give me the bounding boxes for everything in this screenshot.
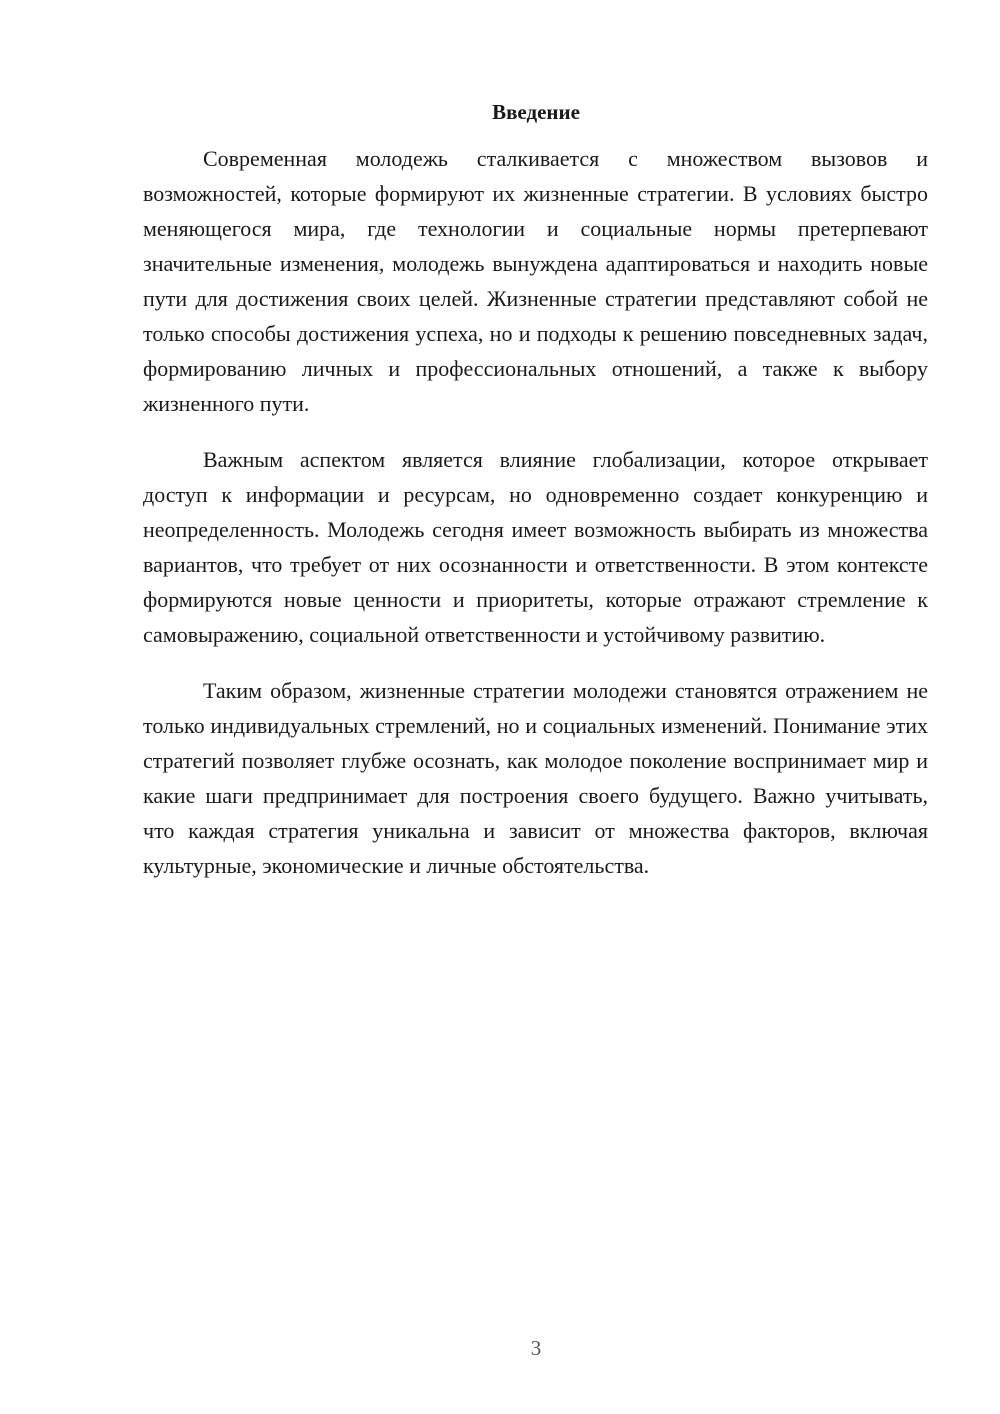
paragraph-2: Важным аспектом является влияние глобализации, которое открывает доступ к информации и ресурсам, но одновременно создает конкуренцию и неопределенность. Молодежь сегодня имеет возможность выбирать из множества вариантов, что требует от них осознанности и ответственности. В этом контексте формируются новые ценности и приоритеты, которые отражают стремление к самовыражению, социальной ответственности и устойчивому развитию. [143,447,928,647]
paragraph-3: Таким образом, жизненные стратегии молодежи становятся отражением не только индивидуальных стремлений, но и социальных изменений. Понимание этих стратегий позволяет глубже осознать, как молодое поколение воспринимает мир и какие шаги предпринимает для построения своего будущего. Важно учитывать, что каждая стратегия уникальна и зависит от множества факторов, включая культурные, экономические и личные обстоятельства. [143,678,928,878]
page-number: 3 [530,1336,542,1360]
paragraph-1: Современная молодежь сталкивается с множеством вызовов и возможностей, которые формируют их жизненные стратегии. В условиях быстро меняющегося мира, где технологии и социальные нормы претерпевают значительные изменения, молодежь вынуждена адаптироваться и находить новые пути для достижения своих целей. Жизненные стратегии представляют собой не только способы достижения успеха, но и подходы к решению повседневных задач, формированию личных и профессиональных отношений, а также к выбору жизненного пути. [143,146,928,416]
body-text [143,141,928,904]
section-title: Введение [492,100,580,124]
